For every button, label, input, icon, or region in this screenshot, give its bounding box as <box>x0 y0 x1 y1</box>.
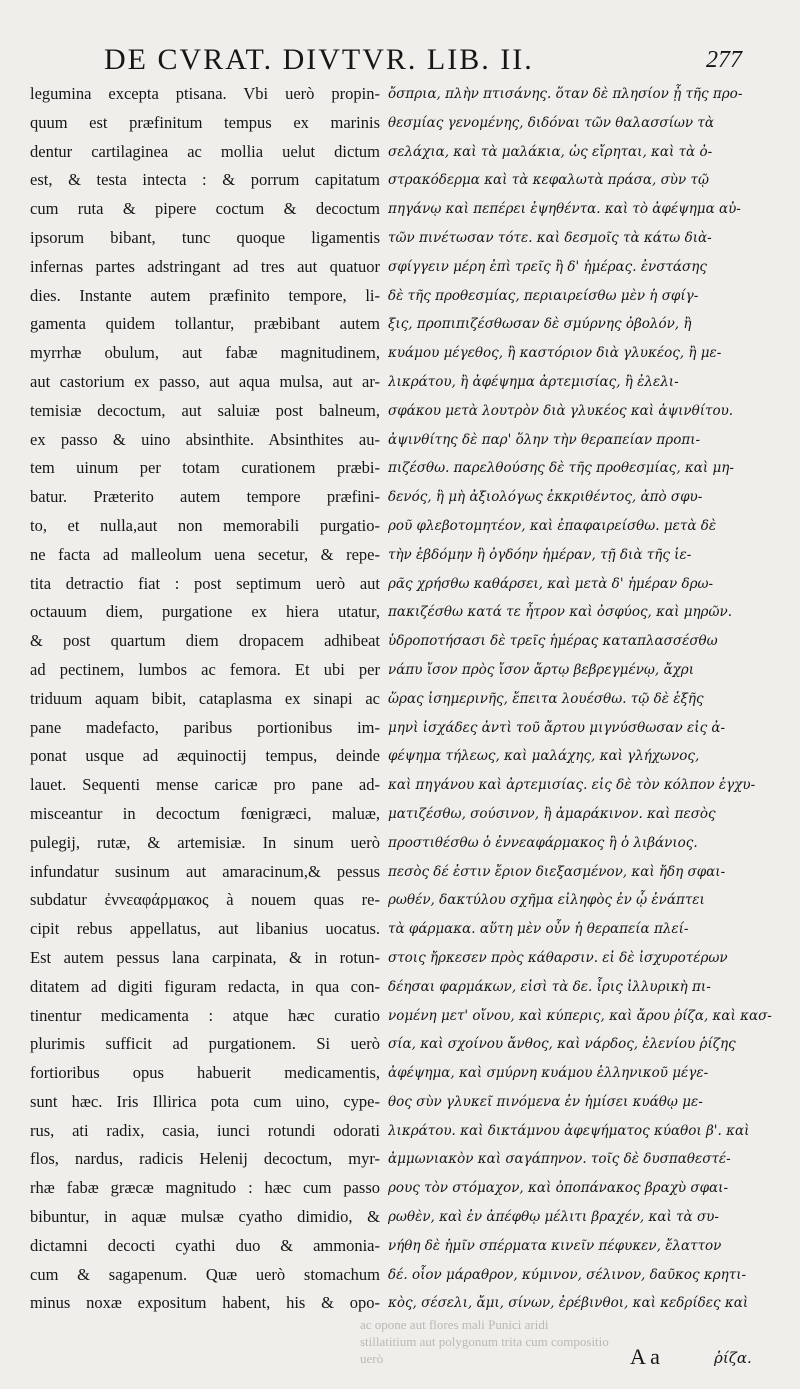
bleed-through-line: ac opone aut flores mali Punici aridi <box>360 1317 549 1332</box>
greek-line: τῶν πινέτωσαν τότε. καὶ δεσμοῖς τὰ κάτω διὰ- <box>388 229 712 246</box>
latin-line: tita detractio fiat : post septimum uerò aut <box>30 573 380 593</box>
latin-line: misceantur in decoctum fœnigræci, maluæ, <box>30 803 380 823</box>
greek-line: θος σὺν γλυκεῖ πινόμενα ἐν ἡμίσει κυάθῳ με- <box>388 1093 703 1110</box>
running-head: DE CVRAT. DIVTVR. LIB. II. <box>104 43 534 76</box>
latin-line: myrrhæ obulum, aut fabæ magnitudinem, <box>30 343 380 363</box>
greek-line: κὸς, σέσελι, ἄμι, σίνων, ἐρέβινθοι, καὶ κεδρίδες καὶ <box>388 1295 749 1312</box>
latin-column <box>30 80 380 1315</box>
latin-line: gamenta quidem tollantur, præbibant autem <box>30 314 380 334</box>
greek-line: σφίγγειν μέρη ἐπὶ τρεῖς ἢ δ' ἡμέρας. ἐνστάσης <box>388 258 707 275</box>
latin-line: tinentur medicamenta : atque hæc curatio <box>30 1005 380 1025</box>
latin-line: temisiæ decoctum, aut saluiæ post balneum, <box>30 400 380 420</box>
latin-line: ditatem ad digiti figuram redacta, in qua con- <box>30 976 380 996</box>
latin-line: ad pectinem, lumbos ac femora. Et ubi per <box>30 659 380 679</box>
latin-line: quum est præfinitum tempus ex marinis <box>30 112 380 132</box>
greek-line: φέψημα τήλεως, καὶ μαλάχης, καὶ γλήχωνος, <box>388 748 700 765</box>
greek-line: κυάμου μέγεθος, ἢ καστόριον διὰ γλυκέος, ἢ με- <box>388 345 722 362</box>
latin-line: batur. Præterito autem tempore præfini- <box>30 487 380 507</box>
page-number: 277 <box>706 47 742 73</box>
greek-line: νομένη μετ' οἴνου, καὶ κύπερις, καὶ ἄρου ῥίζα, καὶ κασ- <box>388 1007 772 1024</box>
greek-line: ὥρας ἰσημερινῆς, ἔπειτα λουέσθω. τῷ δὲ ἑξῆς <box>388 690 704 707</box>
latin-line: ne facta ad malleolum uena secetur, & repe- <box>30 544 380 564</box>
greek-line: τὴν ἑβδόμην ἢ ὀγδόην ἡμέραν, τῇ διὰ τῆς ἱε- <box>388 546 692 563</box>
bleed-through-line: uerò <box>360 1351 384 1366</box>
latin-line: Est autem pessus lana carpinata, & in rotun- <box>30 947 380 967</box>
greek-line: ρους τὸν στόμαχον, καὶ ὀποπάνακος βραχὺ σφαι- <box>388 1180 729 1197</box>
greek-line: πεσὸς δέ ἐστιν ἔριον διεξασμένον, καὶ ἤδη σφαι- <box>388 863 726 880</box>
greek-line: θεσμίας γενομένης, διδόναι τῶν θαλασσίων τὰ <box>388 114 715 131</box>
greek-line: λικράτου, ἢ ἀφέψημα ἀρτεμισίας, ἢ ἐλελι- <box>388 373 679 390</box>
latin-line: tem uinum per totam curationem præbi- <box>30 458 380 478</box>
latin-line: octauum diem, purgatione ex hiera utatur, <box>30 602 380 622</box>
latin-line: sunt hæc. Iris Illirica pota cum uino, cype- <box>30 1091 380 1111</box>
latin-line: cum & sagapenum. Quæ uerò stomachum <box>30 1264 380 1284</box>
latin-line: rus, ati radix, casia, iunci rotundi odorati <box>30 1120 380 1140</box>
latin-line: dies. Instante autem præfinito tempore, li- <box>30 285 380 305</box>
latin-line: cum ruta & pipere coctum & decoctum <box>30 199 380 219</box>
greek-line: πιζέσθω. παρελθούσης δὲ τῆς προθεσμίας, καὶ μη- <box>388 460 734 477</box>
latin-line: pane madefacto, paribus portionibus im- <box>30 717 380 737</box>
greek-line: ρᾶς χρήσθω καθάρσει, καὶ μετὰ δ' ἡμέραν δρω- <box>388 575 714 592</box>
greek-line: καὶ πηγάνου καὶ ἀρτεμισίας. εἰς δὲ τὸν κόλπον ἐγχυ- <box>388 777 756 794</box>
latin-line: est, & testa intecta : & porrum capitatum <box>30 170 380 190</box>
greek-line: δέ. οἷον μάραθρον, κύμινον, σέλινον, δαῦκος κρητι- <box>388 1266 747 1283</box>
latin-line: fortioribus opus habuerit medicamentis, <box>30 1063 380 1083</box>
latin-line: triduum aquam bibit, cataplasma ex sinapi ac <box>30 688 380 708</box>
greek-line: δέησαι φαρμάκων, εἰσὶ τὰ δε. ἶρις ἰλλυρικὴ πι- <box>388 978 711 995</box>
latin-line: & post quartum diem dropacem adhibeat <box>30 631 380 651</box>
latin-line: ex passo & uino absinthite. Absinthites au- <box>30 429 380 449</box>
latin-line: cipit rebus appellatus, aut libanius uocatus. <box>30 919 380 939</box>
greek-line: ἀφέψημα, καὶ σμύρνη κυάμου ἑλληνικοῦ μέγε- <box>388 1065 709 1082</box>
latin-line: ponat usque ad æquinoctij tempus, deinde <box>30 746 380 766</box>
greek-line: νήθη δὲ ἡμῖν σπέρματα κινεῖν πέφυκεν, ἔλαττον <box>388 1237 722 1254</box>
page-foot <box>30 1316 786 1389</box>
greek-line: σφάκου μετὰ λουτρὸν διὰ γλυκέος καὶ ἀψινθίτου. <box>388 402 734 419</box>
latin-line: flos, nardus, radicis Helenij decoctum, myr- <box>30 1149 380 1169</box>
latin-line: lauet. Sequenti mense caricæ pro pane ad- <box>30 775 380 795</box>
latin-line: subdatur ἐννεαφάρμακος à nouem quas re- <box>30 890 380 910</box>
greek-line: σία, καὶ σχοίνου ἄνθος, καὶ νάρδος, ἑλενίου ῥίζης <box>388 1036 736 1053</box>
bleed-through-line: stillatitium aut polygonum trita cum compositio <box>360 1334 609 1349</box>
greek-line: ὄσπρια, πλὴν πτισάνης. ὅταν δὲ πλησίον ᾖ τῆς προ- <box>388 86 743 102</box>
greek-column <box>388 80 786 1315</box>
greek-line: πηγάνῳ καὶ πεπέρει ἑψηθέντα. καὶ τὸ ἀφέψημα αὐ- <box>388 201 741 218</box>
greek-line: τὰ φάρμακα. αὕτη μὲν οὖν ἡ θεραπεία πλεί- <box>388 921 689 938</box>
latin-line: plurimis sufficit ad purgationem. Si uerò <box>30 1034 380 1054</box>
greek-line: νάπυ ἴσον πρὸς ἴσον ἄρτῳ βεβρεγμένῳ, ἄχρι <box>388 661 695 678</box>
latin-line: pulegij, rutæ, & artemisiæ. In sinum uerò <box>30 832 380 852</box>
latin-line: bibuntur, in aquæ mulsæ cyatho dimidio, & <box>30 1207 380 1227</box>
greek-line: δενός, ἢ μὴ ἀξιολόγως ἐκκριθέντος, ἀπὸ σφυ- <box>388 489 703 506</box>
signature-mark: A a <box>630 1344 660 1369</box>
greek-line: ξις, προπιπιζέσθωσαν δὲ σμύρνης ὀβολόν, ἢ <box>388 316 692 333</box>
greek-line: ἀψινθίτης δὲ παρ' ὅλην τὴν θεραπείαν προπι- <box>388 431 701 448</box>
greek-line: στοις ἤρκεσεν πρὸς κάθαρσιν. εἰ δὲ ἰσχυροτέρων <box>388 949 728 966</box>
catchword: ῥίζα. <box>714 1349 752 1367</box>
greek-line: ρωθὲν, καὶ ἐν ἀπέφθῳ μέλιτι βραχέν, καὶ τὰ συ- <box>388 1209 719 1226</box>
latin-line: minus noxæ expositum habent, his & opo- <box>30 1293 380 1313</box>
greek-line: ροῦ φλεβοτομητέον, καὶ ἐπαφαιρείσθω. μετὰ δὲ <box>388 517 717 534</box>
greek-line: λικράτου. καὶ δικτάμνου ἀφεψήματος κύαθοι β'. καὶ <box>388 1122 750 1139</box>
latin-line: infundatur susinum aut amaracinum,& pessus <box>30 861 380 881</box>
greek-line: μηνὶ ἰσχάδες ἀντὶ τοῦ ἄρτου μιγνύσθωσαν εἰς ἀ- <box>388 719 726 736</box>
greek-line: ματιζέσθω, σούσινον, ἢ ἀμαράκινον. καὶ πεσὸς <box>388 805 716 822</box>
greek-line: ρωθέν, δακτύλου σχῆμα εἰληφὸς ἐν ᾧ ἐνάπτει <box>388 892 705 909</box>
greek-line: στρακόδερμα καὶ τὰ κεφαλωτὰ πράσα, σὺν τῷ <box>388 172 709 189</box>
greek-line: σελάχια, καὶ τὰ μαλάκια, ὡς εἴρηται, καὶ τὰ ὀ- <box>388 143 713 160</box>
greek-line: προστιθέσθω ὁ ἐννεαφάρμακος ἢ ὁ λιβάνιος. <box>388 834 698 851</box>
greek-line: πακιζέσθω κατά τε ἦτρον καὶ ὀσφύος, καὶ μηρῶν. <box>388 604 732 621</box>
latin-line: ipsorum bibant, tunc quoque ligamentis <box>30 227 380 247</box>
latin-line: infernas partes adstringant ad tres aut quatuor <box>30 256 380 276</box>
latin-line: rhæ fabæ græcæ magnitudo : hæc cum passo <box>30 1178 380 1198</box>
latin-line: dictamni decocti cyathi duo & ammonia- <box>30 1235 380 1255</box>
greek-line: δὲ τῆς προθεσμίας, περιαιρείσθω μὲν ἡ σφίγ- <box>388 287 699 304</box>
latin-line: dentur cartilaginea ac mollia uelut dictum <box>30 141 380 161</box>
greek-line: ἀμμωνιακὸν καὶ σαγάπηνον. τοῖς δὲ δυσπαθεστέ- <box>388 1151 731 1168</box>
latin-line: legumina excepta ptisana. Vbi uerò propin- <box>30 84 380 103</box>
latin-line: to, et nulla,aut non memorabili purgatio- <box>30 515 380 535</box>
greek-line: ὑδροποτήσασι δὲ τρεῖς ἡμέρας καταπλασσέσθω <box>388 633 718 650</box>
latin-line: aut castorium ex passo, aut aqua mulsa, aut ar- <box>30 371 380 391</box>
